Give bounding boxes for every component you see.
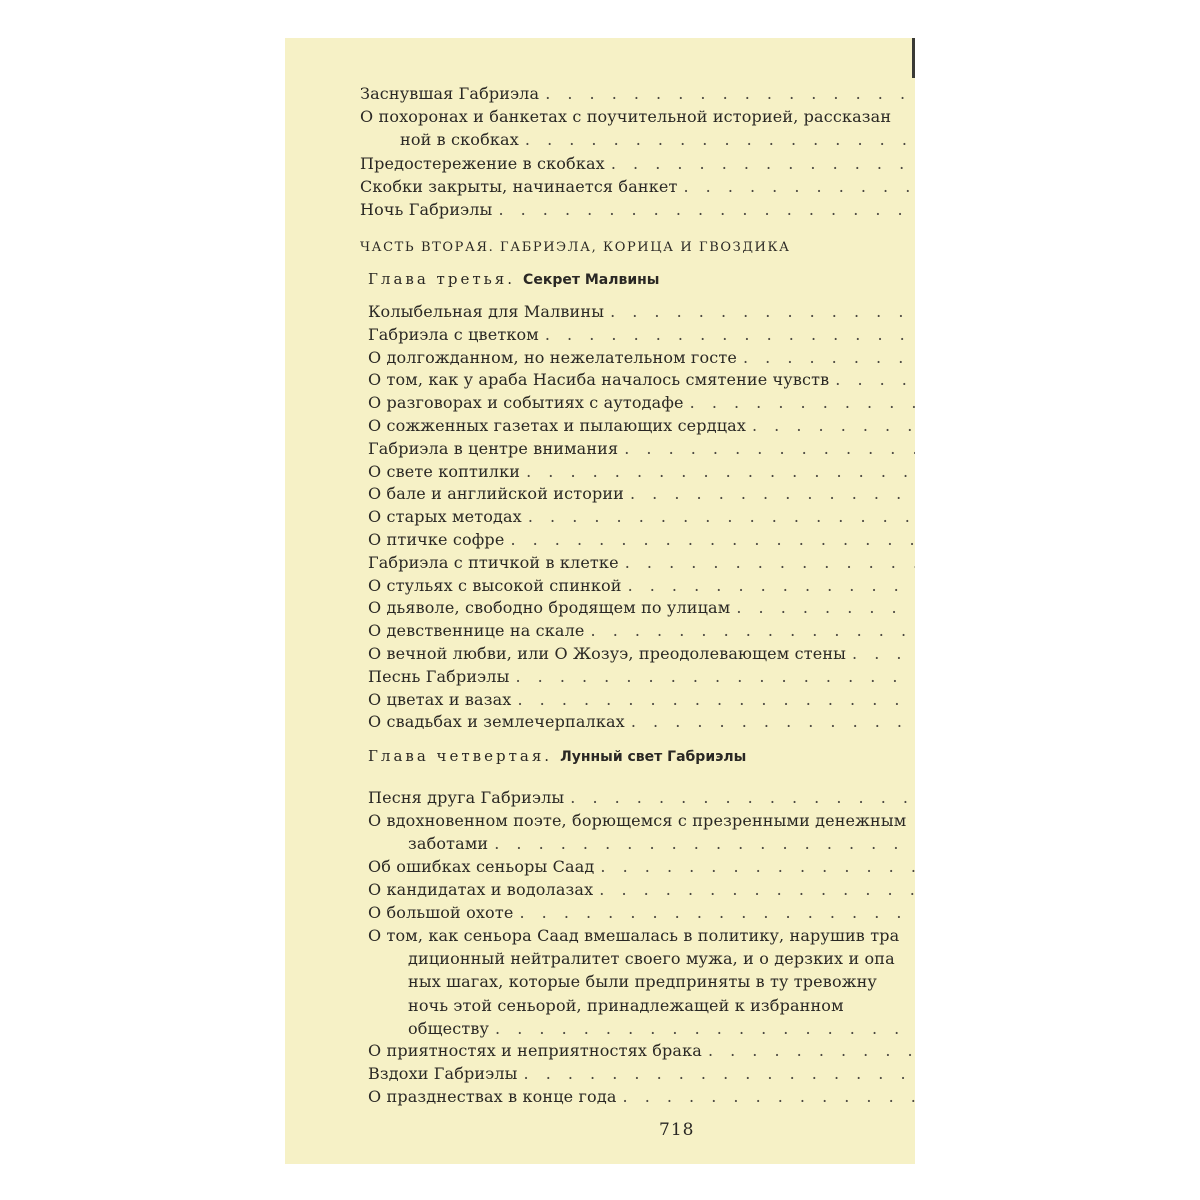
dot-leader <box>600 855 915 878</box>
toc-entry-line <box>368 994 915 1017</box>
toc-entry-line <box>368 1039 915 1062</box>
toc-entry-text: О бале и английской истории <box>368 484 624 504</box>
toc-entry-line <box>360 128 915 151</box>
chapter-3-heading <box>368 270 659 288</box>
toc-entry <box>368 414 915 437</box>
toc-entry-line <box>368 391 915 414</box>
dot-leader <box>625 551 915 574</box>
toc-entry <box>368 391 915 414</box>
toc-entry-text: О свадьбах и землечерпалках <box>368 712 625 732</box>
toc-entry-text: Вздохи Габриэлы <box>368 1064 518 1083</box>
toc-entry-line <box>368 710 915 733</box>
toc-entry-text: О кандидатах и водолазах <box>368 880 594 899</box>
toc-entry <box>368 901 915 924</box>
toc-entry-text: обществу <box>408 1018 490 1038</box>
toc-entry-line <box>368 809 915 832</box>
toc-entry <box>368 786 915 809</box>
dot-leader <box>524 1062 915 1085</box>
toc-entry <box>368 346 915 369</box>
page-number: 718 <box>659 1120 695 1140</box>
chapter-3-prefix: Глава третья. <box>368 270 516 288</box>
dot-leader <box>743 346 915 369</box>
toc-entry-text: Заснувшая Габриэла <box>360 84 540 103</box>
table-of-contents <box>285 38 915 1164</box>
toc-entry <box>368 809 915 855</box>
toc-entry-line <box>368 855 915 878</box>
dot-leader <box>611 152 915 175</box>
toc-entry-line <box>368 460 915 483</box>
toc-entry-line <box>368 1017 915 1040</box>
toc-entry-line <box>368 437 915 460</box>
toc-entry-line <box>360 175 915 198</box>
toc-entry <box>368 1062 915 1085</box>
toc-entry <box>368 300 915 323</box>
dot-leader <box>690 391 915 414</box>
chapter-4-heading <box>368 747 746 765</box>
toc-entry-line <box>368 878 915 901</box>
toc-entry <box>368 642 915 665</box>
dot-leader <box>623 1085 915 1108</box>
toc-entry-text: О вечной любви, или О Жозуэ, преодолевающем стены <box>368 644 847 663</box>
toc-entry-text: О птичке софре <box>368 530 505 549</box>
toc-entry-line <box>368 368 915 391</box>
toc-entry-text: О разговорах и событиях с аутодафе <box>368 393 684 413</box>
dot-leader <box>498 198 915 221</box>
book-page <box>285 38 915 1164</box>
toc-entry-text: О цветах и вазах <box>368 689 512 709</box>
dot-leader <box>752 414 915 437</box>
toc-entry-line <box>360 105 915 128</box>
toc-entry <box>368 368 915 391</box>
chapter-4-prefix: Глава четвертая. <box>368 747 553 765</box>
dot-leader <box>835 368 915 391</box>
toc-entry <box>360 105 915 151</box>
toc-entry-line <box>360 82 915 105</box>
dot-leader <box>683 175 915 198</box>
chapter-3-title: Секрет Малвины <box>523 272 660 288</box>
dot-leader <box>528 505 915 528</box>
dot-leader <box>570 786 915 809</box>
toc-entry-line <box>368 901 915 924</box>
toc-entry-line <box>368 947 915 970</box>
toc-entry-line <box>368 619 915 642</box>
dot-leader <box>628 574 915 597</box>
toc-entry-text: О празднествах в конце года <box>368 1087 617 1106</box>
toc-entry <box>360 175 915 198</box>
toc-entry-text: О том, как у араба Насиба началось смятение чувств <box>368 370 830 390</box>
toc-entry-text: О большой охоте <box>368 903 514 922</box>
toc-entry-line <box>368 528 915 551</box>
toc-entry-text: Песня друга Габриэлы <box>368 788 565 807</box>
toc-entry-text: ной в скобках <box>400 130 519 150</box>
toc-entry <box>368 460 915 483</box>
toc-entry <box>360 82 915 105</box>
toc-entry-text: диционный нейтралитет своего мужа, и о дерзких и опа <box>408 949 895 969</box>
toc-entry-line <box>368 970 915 993</box>
toc-entry <box>360 198 915 221</box>
part-heading: ЧАСТЬ ВТОРАЯ. ГАБРИЭЛА, КОРИЦА И ГВОЗДИКА <box>360 240 791 255</box>
toc-entry <box>368 924 915 1040</box>
toc-entry <box>368 665 915 688</box>
dot-leader <box>591 619 915 642</box>
toc-entry-text: О старых методах <box>368 507 522 527</box>
toc-entry-line <box>368 596 915 619</box>
toc-entry <box>368 574 915 597</box>
dot-leader <box>624 437 915 460</box>
dot-leader <box>525 128 915 151</box>
dot-leader <box>610 300 915 323</box>
dot-leader <box>852 642 915 665</box>
toc-entry-line <box>368 832 915 855</box>
toc-entry-text: О дьяволе, свободно бродящем по улицам <box>368 598 731 618</box>
toc-entry-line <box>368 574 915 597</box>
chapter-4-title: Лунный свет Габриэлы <box>560 749 747 765</box>
dot-leader <box>526 460 915 483</box>
toc-entry <box>368 855 915 878</box>
toc-entry-line <box>368 505 915 528</box>
dot-leader <box>708 1039 915 1062</box>
toc-entry-text: О похоронах и банкетах с поучительной историей, рассказан <box>360 107 892 127</box>
toc-entry-text: Габриэла в центре внимания <box>368 438 619 458</box>
toc-entry <box>360 152 915 175</box>
dot-leader <box>630 482 915 505</box>
toc-entry-line <box>368 1062 915 1085</box>
dot-leader <box>494 832 915 855</box>
toc-entry-text: О вдохновенном поэте, борющемся с презренными денежным <box>368 811 907 830</box>
toc-entry <box>368 619 915 642</box>
toc-entry-text: О сожженных газетах и пылающих сердцах <box>368 416 746 435</box>
toc-entry-line <box>368 688 915 711</box>
toc-entry-text: О приятностях и неприятностях брака <box>368 1041 702 1060</box>
toc-entry-text: ных шагах, которые были предприняты в ту тревожну <box>408 972 877 992</box>
toc-entry-text: Габриэла с птичкой в клетке <box>368 552 619 572</box>
toc-entry <box>368 596 915 619</box>
toc-entry-line <box>368 551 915 574</box>
toc-entry-text: Песнь Габриэлы <box>368 666 510 686</box>
toc-entry-text: Скобки закрыты, начинается банкет <box>360 176 678 196</box>
toc-entry-text: О свете коптилки <box>368 461 521 481</box>
toc-entry-line <box>368 924 915 947</box>
toc-entry <box>368 710 915 733</box>
toc-entry-text: ночь этой сеньорой, принадлежащей к избранном <box>408 995 844 1015</box>
toc-entry-line <box>368 414 915 437</box>
dot-leader <box>545 82 915 105</box>
toc-entry-text: Предостережение в скобках <box>360 153 605 173</box>
dot-leader <box>599 878 915 901</box>
toc-entry-text: О девственнице на скале <box>368 621 585 641</box>
toc-entry <box>368 878 915 901</box>
toc-entry <box>368 1085 915 1108</box>
toc-entry-text: Об ошибках сеньоры Саад <box>368 857 595 876</box>
dot-leader <box>545 323 915 346</box>
dot-leader <box>519 901 915 924</box>
toc-entry-line <box>368 665 915 688</box>
dot-leader <box>515 665 915 688</box>
toc-entry-text: О том, как сеньора Саад вмешалась в политику, нарушив тра <box>368 926 900 945</box>
toc-entry-text: О долгожданном, но нежелательном госте <box>368 347 737 367</box>
dot-leader <box>510 528 915 551</box>
dot-leader <box>736 596 915 619</box>
toc-entry-line <box>368 482 915 505</box>
toc-entry-text: Ночь Габриэлы <box>360 200 493 219</box>
toc-entry-text: Габриэла с цветком <box>368 324 539 344</box>
dot-leader <box>631 710 915 733</box>
toc-entry-line <box>368 642 915 665</box>
dot-leader <box>517 688 915 711</box>
toc-entry <box>368 505 915 528</box>
toc-entry-text: заботами <box>408 834 489 854</box>
toc-entry-line <box>368 786 915 809</box>
toc-entry-line <box>368 1085 915 1108</box>
toc-entry-line <box>368 300 915 323</box>
toc-entry <box>368 482 915 505</box>
toc-entry-line <box>360 152 915 175</box>
toc-entry <box>368 551 915 574</box>
toc-entry <box>368 528 915 551</box>
dot-leader <box>495 1017 915 1040</box>
toc-entry-text: Колыбельная для Малвины <box>368 302 605 321</box>
toc-entry-line <box>360 198 915 221</box>
toc-entry <box>368 1039 915 1062</box>
toc-entry-text: О стульях с высокой спинкой <box>368 575 622 595</box>
toc-entry-line <box>368 323 915 346</box>
toc-entry <box>368 323 915 346</box>
toc-entry-line <box>368 346 915 369</box>
toc-entry <box>368 437 915 460</box>
toc-entry <box>368 688 915 711</box>
